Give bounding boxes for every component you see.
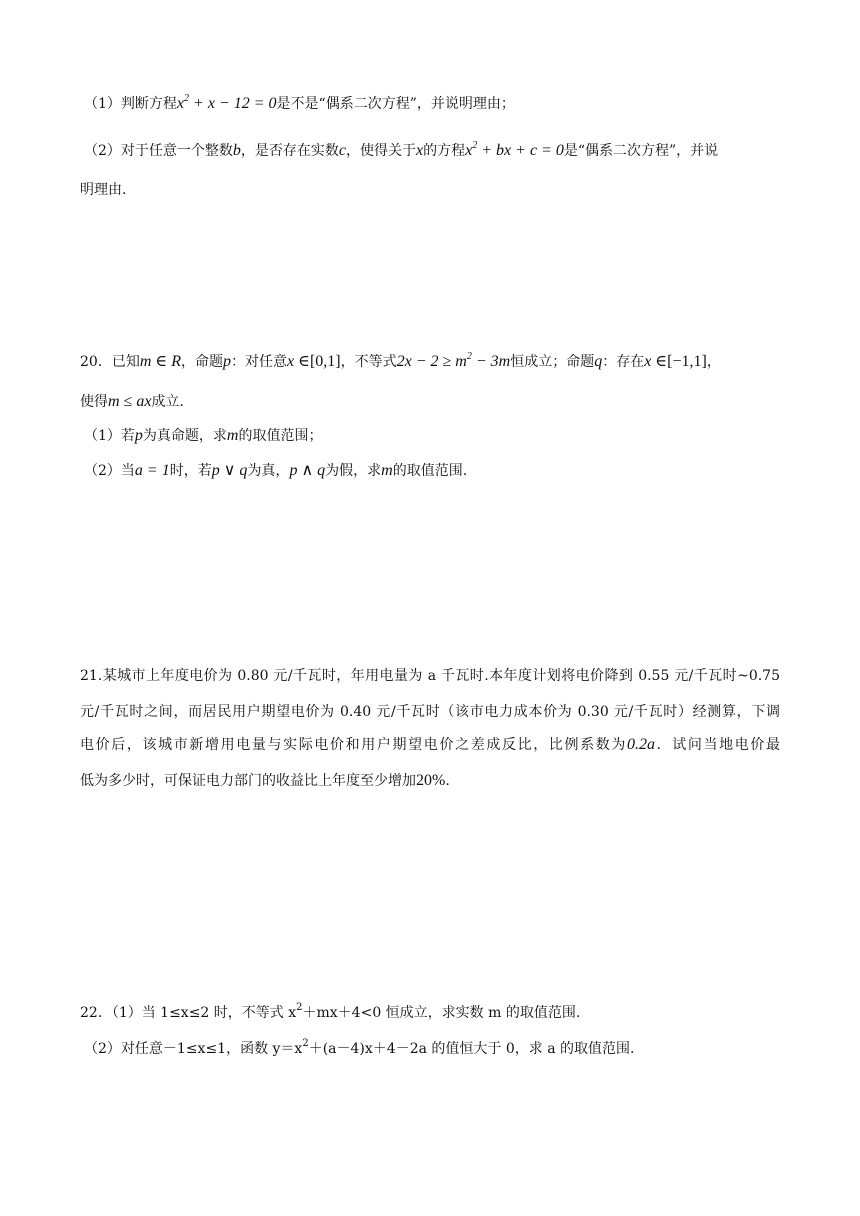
math-expression: 20%: [416, 772, 446, 789]
math-expression: $x^2$ + bx + c = 0: [465, 140, 564, 159]
math-expression: m ∈ R: [139, 353, 181, 370]
math-var: b: [232, 142, 241, 159]
math-var: p: [223, 353, 231, 370]
math-interval: [0,1]: [309, 353, 341, 370]
q19-part2-continued: 明理由.: [80, 182, 127, 198]
math-expression: 0.2a: [626, 736, 655, 753]
q20-part2: （2）当a = 1时，若p ∨ q为真，p ∧ q为假，求m的取值范围.: [84, 462, 468, 479]
q20-part1: （1）若p为真命题，求m的取值范围；: [84, 427, 323, 444]
q19-part2: （2）对于任意一个整数b，是否存在实数c，使得关于x的方程$x^2$ + bx + c = 0是“偶系二次方程”，并说: [84, 140, 719, 159]
math-inequality: $2x - 2 \ge m^2 - 3m$: [396, 351, 511, 370]
q22-part2: （2）对任意－1≤x≤1，函数 $y=x^2+(a-4)x+4-2a$ 的值恒大于 0，求 a 的取值范围.: [84, 1038, 635, 1057]
q19-part1: （1）判断方程$x^2 + x - 12 = 0$是不是“偶系二次方程”，并说明理由；: [84, 93, 515, 112]
math-inequality: m ≤ ax: [108, 393, 152, 410]
q22-part1: 22．（1）当 1≤x≤2 时，不等式 $x^2+mx+4<0$ 恒成立，求实数 m 的取值范围.: [80, 1002, 581, 1021]
math-expression: p ∨ q: [211, 462, 248, 479]
math-expression: x ∈: [287, 353, 310, 370]
math-var: m: [381, 462, 393, 479]
math-var: m: [226, 427, 239, 444]
math-interval: [−1,1]: [667, 353, 707, 370]
math-var: p: [134, 427, 143, 444]
math-var: q: [594, 353, 603, 370]
q21-line1: 21.某城市上年度电价为 0.80 元/千瓦时，年用电量为 a 千瓦时.本年度计划将电价降到 0.55 元/千瓦时~0.75: [80, 668, 780, 684]
math-var: c: [338, 142, 347, 159]
math-expression: x ∈: [644, 353, 668, 370]
math-expression: a = 1: [134, 462, 170, 479]
q21-line2: 元/千瓦时之间，而居民用户期望电价为 0.40 元/千瓦时（该市电力成本价为 0.30 元/千瓦时）经测算，下调: [80, 704, 780, 720]
math-expression: $x^2 + x - 12 = 0$: [176, 93, 277, 112]
math-var: x: [416, 142, 424, 159]
math-expression: p ∧ q: [289, 462, 326, 479]
q21-line3: 电价后，该城市新增用电量与实际电价和用户期望电价之差成反比，比例系数为0.2a．试问当地电价最: [80, 736, 781, 753]
q20-stem-line1: 20．已知m ∈ R，命题p：对任意x ∈[0,1]，不等式$2x - 2 \ge m^2 - 3m$恒成立；命题q：存在x ∈[−1,1]，: [80, 351, 721, 370]
q20-stem-line2: 使得m ≤ ax成立.: [80, 393, 184, 410]
q21-line4: 低为多少时，可保证电力部门的收益比上年度至少增加20%.: [80, 772, 450, 789]
